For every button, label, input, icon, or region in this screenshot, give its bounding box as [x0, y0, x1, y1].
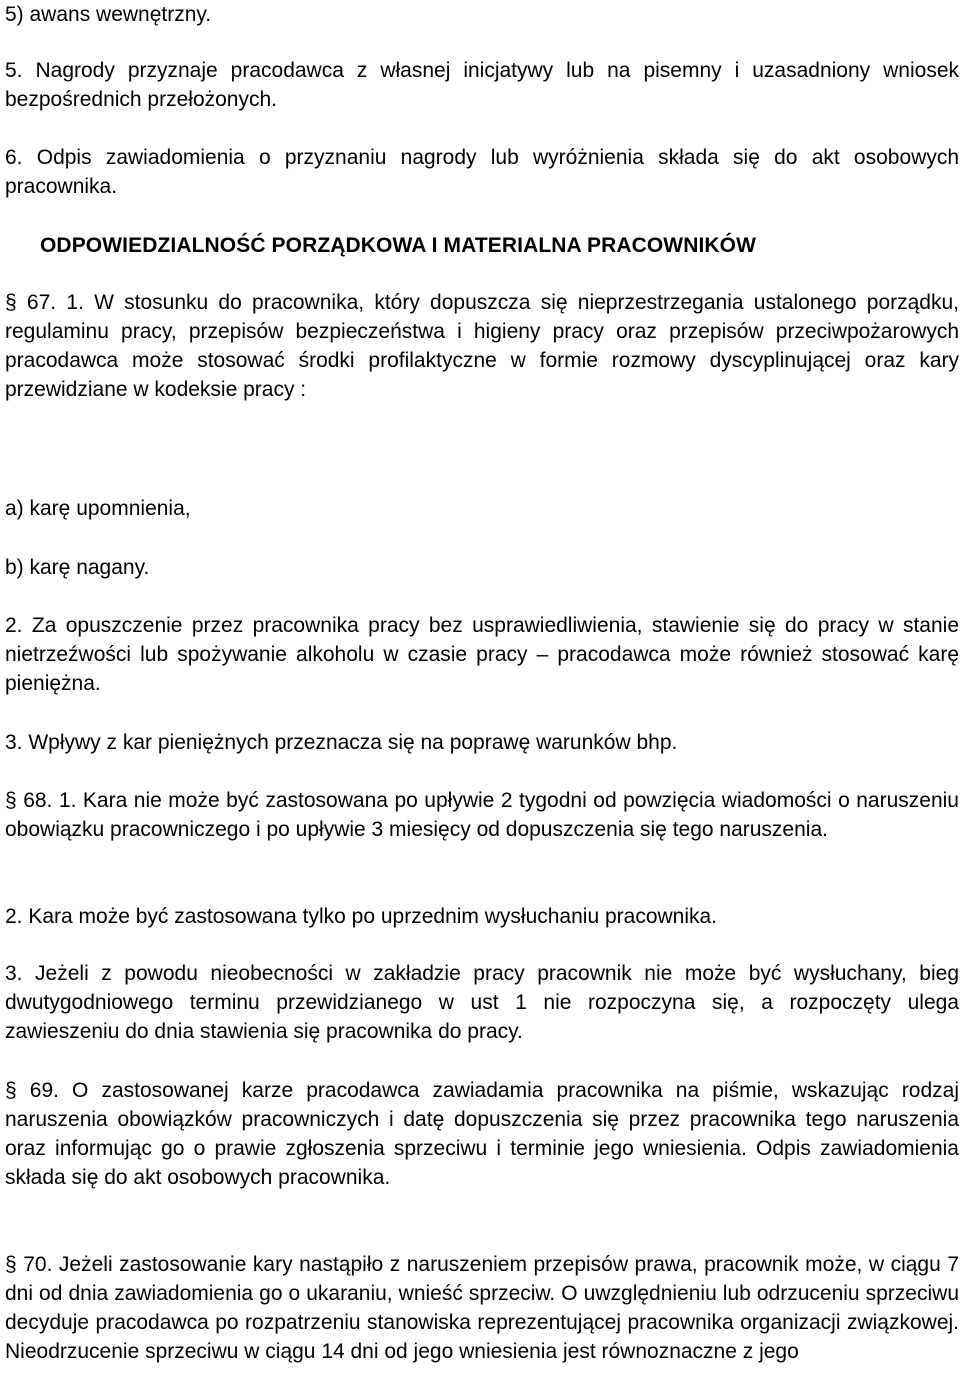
list-item-a: a) karę upomnienia, — [5, 497, 191, 520]
section-heading: ODPOWIEDZIALNOŚĆ PORZĄDKOWA I MATERIALNA PRACOWNIKÓW — [40, 234, 757, 257]
paragraph-s69: § 69. O zastosowanej karze pracodawca zawiadamia pracownika na piśmie, wskazując rodzaj naruszenia obowiązków pracowniczych i datę dopuszczenia się przez pracownika tego naruszenia oraz informując go o prawie zgłoszenia sprzeciwu i terminie jego wniesienia. Odpis zawiadomienia składa się do akt osobowych pracownika. — [5, 1079, 959, 1189]
paragraph-s67-2: 2. Za opuszczenie przez pracownika pracy bez usprawiedliwienia, stawienie się do pracy w stanie nietrzeźwości lub spożywanie alkoholu w czasie pracy – pracodawca może również stosować karę pieniężna. — [5, 614, 959, 695]
paragraph-s67-1: § 67. 1. W stosunku do pracownika, który dopuszcza się nieprzestrzegania ustalonego porządku, regulaminu pracy, przepisów bezpieczeństwa i higieny pracy oraz przepisów przeciwpożarowych pracodawca może stosować środki profilaktyczne w formie rozmowy dyscyplinującej oraz kary przewidziane w kodeksie pracy : — [5, 291, 959, 401]
paragraph-s68-3: 3. Jeżeli z powodu nieobecności w zakładzie pracy pracownik nie może być wysłuchany, bieg dwutygodniowego terminu przewidzianego w ust 1 nie rozpoczyna się, a rozpoczęty ulega zawieszeniu do dnia stawienia się pracownika do pracy. — [5, 962, 959, 1043]
paragraph-s68-1: § 68. 1. Kara nie może być zastosowana po upływie 2 tygodni od powzięcia wiadomości o naruszeniu obowiązku pracowniczego i po upływie 3 miesięcy od dopuszczenia się tego naruszenia. — [5, 789, 959, 841]
list-item-b: b) karę nagany. — [5, 556, 150, 579]
paragraph-nagrody: 5. Nagrody przyznaje pracodawca z własnej inicjatywy lub na pisemny i uzasadniony wniosek bezpośrednich przełożonych. — [5, 59, 959, 111]
paragraph-odpis: 6. Odpis zawiadomienia o przyznaniu nagrody lub wyróżnienia składa się do akt osobowych pracownika. — [5, 146, 959, 198]
paragraph-s70: § 70. Jeżeli zastosowanie kary nastąpiło z naruszeniem przepisów prawa, pracownik może, w ciągu 7 dni od dnia zawiadomienia go o ukaraniu, wnieść sprzeciw. O uwzględnieniu lub odrzuceniu sprzeciwu decyduje pracodawca po rozpatrzeniu stanowiska reprezentującej pracownika organizacji związkowej. Nieodrzucenie sprzeciwu w ciągu 14 dni od jego wniesienia jest równoznaczne z jego — [5, 1253, 959, 1363]
list-item-awans: 5) awans wewnętrzny. — [5, 3, 212, 26]
paragraph-s68-2: 2. Kara może być zastosowana tylko po uprzednim wysłuchaniu pracownika. — [5, 905, 718, 928]
paragraph-s67-3: 3. Wpływy z kar pieniężnych przeznacza się na poprawę warunków bhp. — [5, 731, 678, 754]
